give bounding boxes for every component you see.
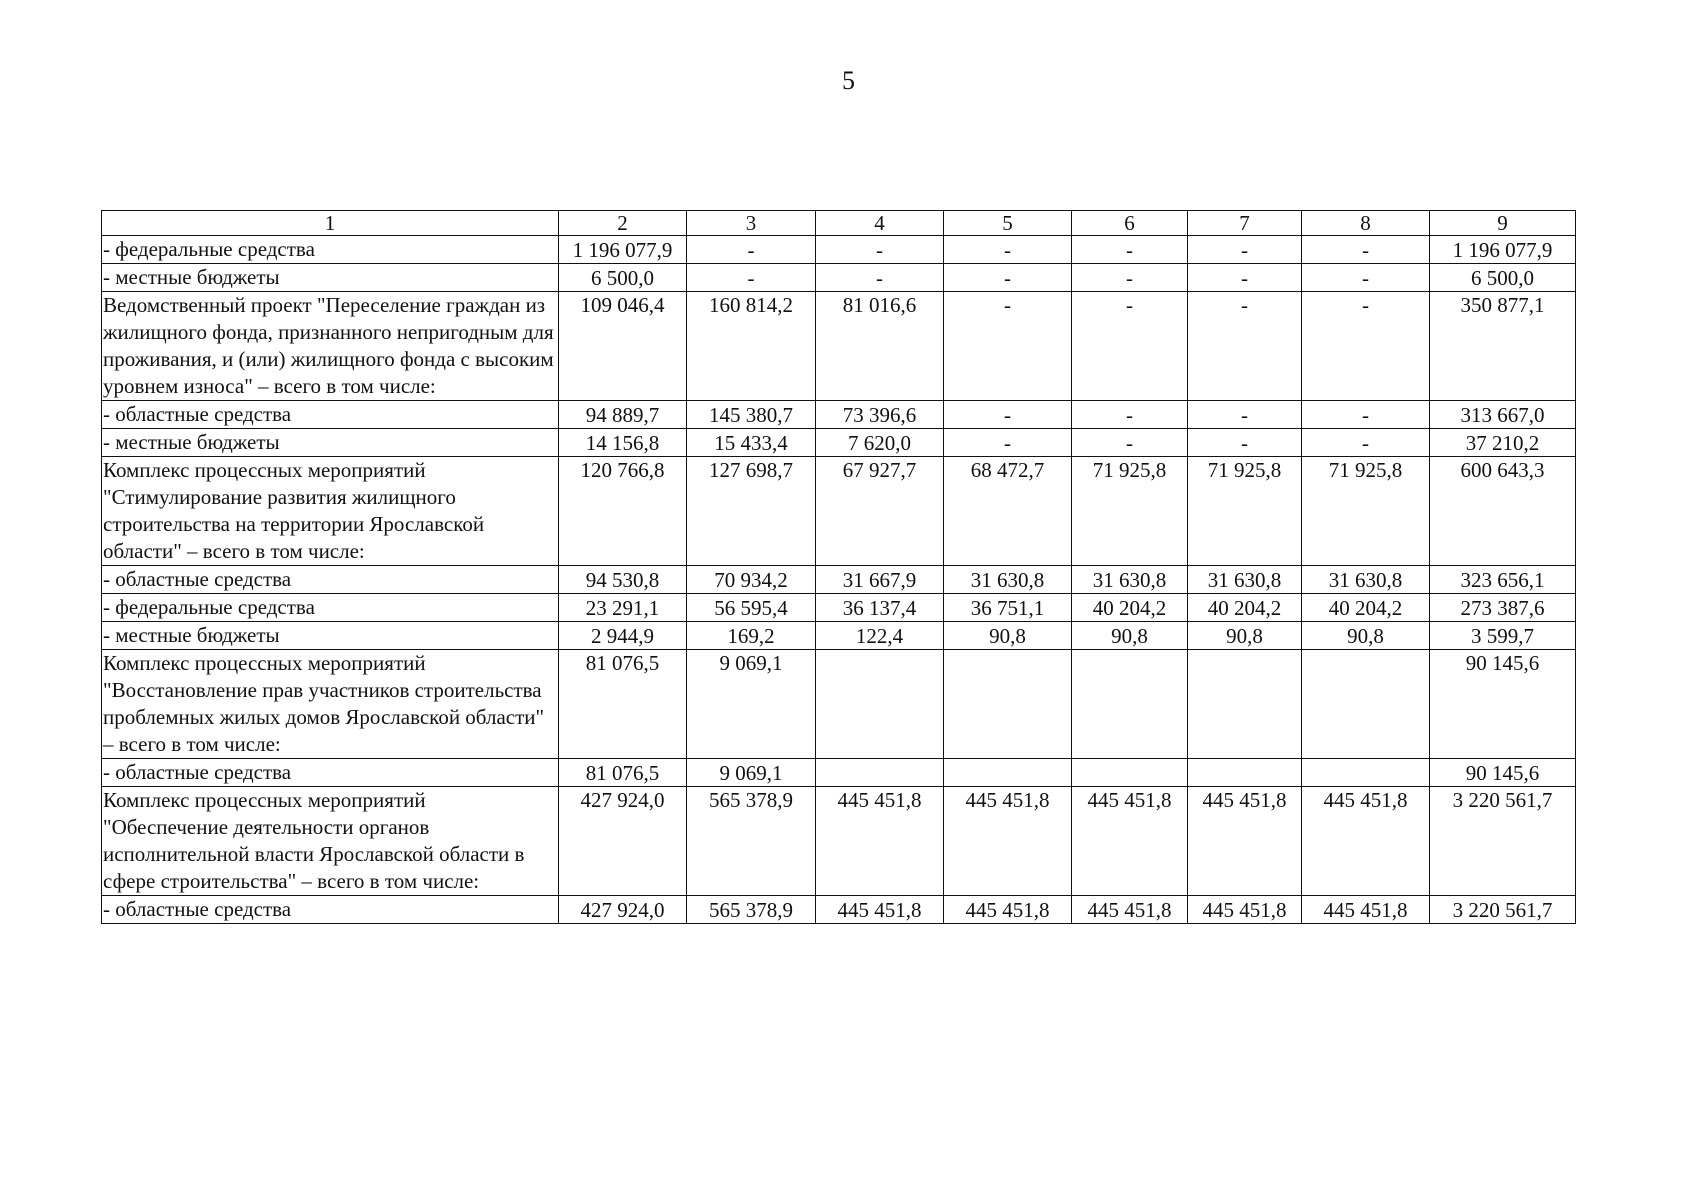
funding-source-label: - местные бюджеты	[102, 622, 559, 650]
amount-cell	[1302, 650, 1430, 759]
amount-cell: 445 451,8	[944, 896, 1072, 924]
amount-cell: -	[1072, 292, 1188, 401]
amount-cell: -	[1188, 401, 1302, 429]
funding-source-label: - федеральные средства	[102, 236, 559, 264]
amount-cell: 71 925,8	[1188, 457, 1302, 566]
amount-cell: 73 396,6	[816, 401, 944, 429]
amount-cell: -	[944, 401, 1072, 429]
amount-cell: 81 016,6	[816, 292, 944, 401]
amount-cell: 565 378,9	[687, 787, 816, 896]
amount-cell: 427 924,0	[559, 787, 687, 896]
program-total-row	[102, 787, 1576, 896]
amount-cell: 427 924,0	[559, 896, 687, 924]
amount-cell: 94 889,7	[559, 401, 687, 429]
column-number-header: 9	[1430, 211, 1576, 236]
amount-cell	[1072, 759, 1188, 787]
total-value-cell: 90 145,6	[1430, 759, 1576, 787]
amount-cell: 81 076,5	[559, 759, 687, 787]
amount-cell: 23 291,1	[559, 594, 687, 622]
funding-source-row	[102, 236, 1576, 264]
column-number-header: 4	[816, 211, 944, 236]
amount-cell: 122,4	[816, 622, 944, 650]
amount-cell: -	[1302, 429, 1430, 457]
column-number-header: 7	[1188, 211, 1302, 236]
program-name-cell: Ведомственный проект "Переселение граждан из жилищного фонда, признанного непригодным для проживания, и (или) жилищного фонда с высоким уровнем износа" – всего в том числе:	[102, 292, 559, 401]
amount-cell: 169,2	[687, 622, 816, 650]
column-number-header: 2	[559, 211, 687, 236]
program-name-cell: Комплекс процессных мероприятий "Обеспечение деятельности органов исполнительной власти Ярославской области в сфере строительства" – всего в том числе:	[102, 787, 559, 896]
program-name-cell: Комплекс процессных мероприятий "Восстановление прав участников строительства проблемных жилых домов Ярославской области" – всего в том числе:	[102, 650, 559, 759]
funding-source-row	[102, 594, 1576, 622]
amount-cell: 14 156,8	[559, 429, 687, 457]
amount-cell: 31 667,9	[816, 566, 944, 594]
amount-cell	[816, 650, 944, 759]
amount-cell: 6 500,0	[559, 264, 687, 292]
amount-cell: -	[1072, 429, 1188, 457]
amount-cell: 56 595,4	[687, 594, 816, 622]
column-number-header: 6	[1072, 211, 1188, 236]
amount-cell: 15 433,4	[687, 429, 816, 457]
amount-cell: 40 204,2	[1072, 594, 1188, 622]
amount-cell: 70 934,2	[687, 566, 816, 594]
amount-cell: 2 944,9	[559, 622, 687, 650]
amount-cell: -	[1072, 264, 1188, 292]
amount-cell: 145 380,7	[687, 401, 816, 429]
amount-cell: 445 451,8	[1188, 787, 1302, 896]
amount-cell: -	[687, 236, 816, 264]
funding-source-label: - местные бюджеты	[102, 264, 559, 292]
program-name-cell: Комплекс процессных мероприятий "Стимулирование развития жилищного строительства на территории Ярославской области" – всего в том числе:	[102, 457, 559, 566]
funding-source-label: - местные бюджеты	[102, 429, 559, 457]
total-value-cell: 3 220 561,7	[1430, 896, 1576, 924]
funding-source-row	[102, 622, 1576, 650]
amount-cell: -	[816, 236, 944, 264]
amount-cell: 9 069,1	[687, 759, 816, 787]
amount-cell: 68 472,7	[944, 457, 1072, 566]
budget-table-body	[102, 211, 1576, 924]
funding-source-row	[102, 896, 1576, 924]
amount-cell: -	[1302, 401, 1430, 429]
amount-cell: 127 698,7	[687, 457, 816, 566]
total-value-cell: 350 877,1	[1430, 292, 1576, 401]
total-value-cell: 313 667,0	[1430, 401, 1576, 429]
column-number-header: 1	[102, 211, 559, 236]
amount-cell: 81 076,5	[559, 650, 687, 759]
funding-source-label: - федеральные средства	[102, 594, 559, 622]
amount-cell: 109 046,4	[559, 292, 687, 401]
budget-table	[101, 210, 1576, 924]
amount-cell: -	[1302, 292, 1430, 401]
funding-source-row	[102, 429, 1576, 457]
amount-cell: 67 927,7	[816, 457, 944, 566]
amount-cell: 1 196 077,9	[559, 236, 687, 264]
amount-cell: -	[1302, 236, 1430, 264]
amount-cell: -	[1188, 236, 1302, 264]
amount-cell: -	[687, 264, 816, 292]
total-value-cell: 3 220 561,7	[1430, 787, 1576, 896]
amount-cell: -	[944, 429, 1072, 457]
amount-cell: -	[1188, 264, 1302, 292]
amount-cell: 94 530,8	[559, 566, 687, 594]
amount-cell: 90,8	[1302, 622, 1430, 650]
funding-source-label: - областные средства	[102, 896, 559, 924]
amount-cell: 9 069,1	[687, 650, 816, 759]
total-value-cell: 6 500,0	[1430, 264, 1576, 292]
amount-cell: -	[944, 292, 1072, 401]
amount-cell: 31 630,8	[1302, 566, 1430, 594]
amount-cell: -	[1072, 401, 1188, 429]
amount-cell: -	[1188, 292, 1302, 401]
amount-cell: 445 451,8	[816, 896, 944, 924]
program-total-row	[102, 650, 1576, 759]
amount-cell: 445 451,8	[944, 787, 1072, 896]
total-value-cell: 600 643,3	[1430, 457, 1576, 566]
amount-cell: 445 451,8	[1302, 896, 1430, 924]
amount-cell: 71 925,8	[1072, 457, 1188, 566]
amount-cell: 40 204,2	[1188, 594, 1302, 622]
funding-source-row	[102, 566, 1576, 594]
total-value-cell: 90 145,6	[1430, 650, 1576, 759]
funding-source-label: - областные средства	[102, 401, 559, 429]
amount-cell: -	[944, 264, 1072, 292]
total-value-cell: 3 599,7	[1430, 622, 1576, 650]
column-number-header: 5	[944, 211, 1072, 236]
amount-cell	[1072, 650, 1188, 759]
amount-cell: 160 814,2	[687, 292, 816, 401]
column-number-header: 8	[1302, 211, 1430, 236]
column-number-header-row	[102, 211, 1576, 236]
amount-cell: -	[1302, 264, 1430, 292]
amount-cell: 445 451,8	[816, 787, 944, 896]
funding-source-label: - областные средства	[102, 566, 559, 594]
amount-cell: -	[1188, 429, 1302, 457]
amount-cell	[1188, 650, 1302, 759]
amount-cell: 31 630,8	[1072, 566, 1188, 594]
amount-cell: 40 204,2	[1302, 594, 1430, 622]
amount-cell: 90,8	[944, 622, 1072, 650]
amount-cell: 90,8	[1072, 622, 1188, 650]
amount-cell: -	[1072, 236, 1188, 264]
column-number-header: 3	[687, 211, 816, 236]
amount-cell: -	[944, 236, 1072, 264]
program-total-row	[102, 457, 1576, 566]
amount-cell: 36 751,1	[944, 594, 1072, 622]
amount-cell: 445 451,8	[1188, 896, 1302, 924]
amount-cell	[1302, 759, 1430, 787]
funding-source-row	[102, 264, 1576, 292]
amount-cell: 445 451,8	[1072, 787, 1188, 896]
total-value-cell: 1 196 077,9	[1430, 236, 1576, 264]
total-value-cell: 37 210,2	[1430, 429, 1576, 457]
amount-cell: 445 451,8	[1302, 787, 1430, 896]
total-value-cell: 273 387,6	[1430, 594, 1576, 622]
amount-cell	[1188, 759, 1302, 787]
amount-cell: 445 451,8	[1072, 896, 1188, 924]
amount-cell	[816, 759, 944, 787]
funding-source-label: - областные средства	[102, 759, 559, 787]
amount-cell: -	[816, 264, 944, 292]
amount-cell: 565 378,9	[687, 896, 816, 924]
amount-cell: 71 925,8	[1302, 457, 1430, 566]
page-number: 5	[842, 66, 855, 95]
amount-cell: 36 137,4	[816, 594, 944, 622]
funding-source-row	[102, 759, 1576, 787]
amount-cell	[944, 650, 1072, 759]
amount-cell: 31 630,8	[944, 566, 1072, 594]
amount-cell	[944, 759, 1072, 787]
amount-cell: 31 630,8	[1188, 566, 1302, 594]
amount-cell: 120 766,8	[559, 457, 687, 566]
amount-cell: 90,8	[1188, 622, 1302, 650]
total-value-cell: 323 656,1	[1430, 566, 1576, 594]
funding-source-row	[102, 401, 1576, 429]
amount-cell: 7 620,0	[816, 429, 944, 457]
program-total-row	[102, 292, 1576, 401]
